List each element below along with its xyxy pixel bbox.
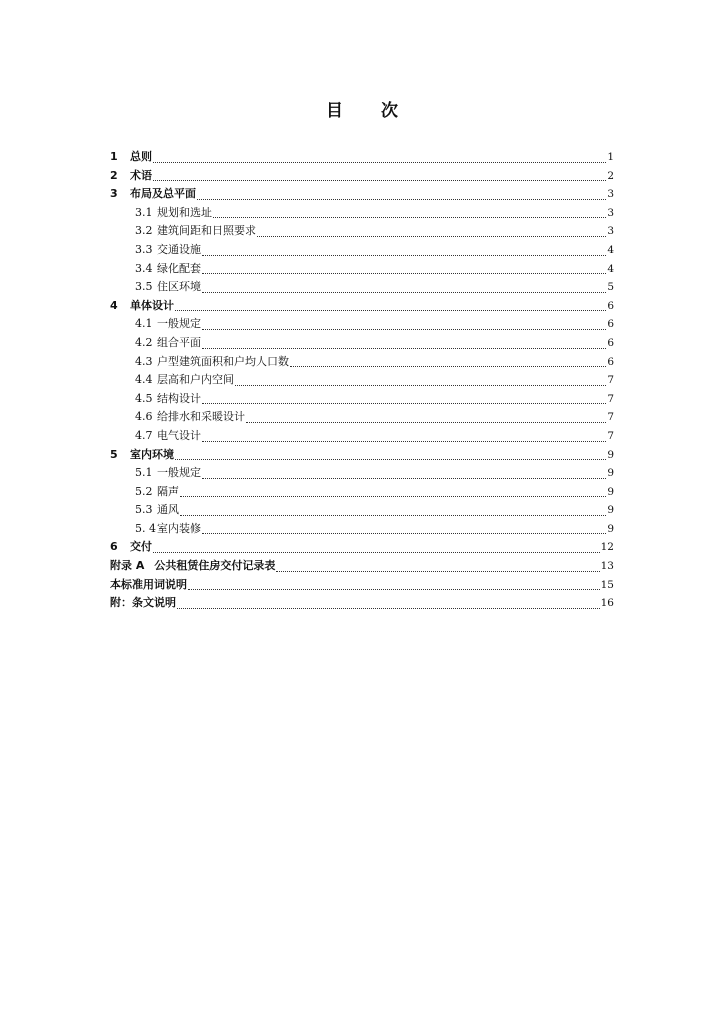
toc-entry[interactable] (110, 353, 614, 372)
toc-entry-number: 3.5 (135, 280, 153, 294)
dot-leader (177, 607, 600, 609)
toc-entry-page-number: 6 (607, 355, 614, 368)
toc-entry-label: 室内装修 (157, 521, 201, 535)
dot-leader (202, 254, 606, 256)
dot-leader (213, 216, 606, 218)
dot-leader (257, 235, 606, 237)
toc-entry[interactable] (110, 315, 614, 334)
toc-entry-label: 通风 (157, 503, 179, 517)
toc-entry-page-number: 4 (607, 243, 614, 256)
toc-entry-label: 本标准用词说明 (110, 577, 187, 591)
toc-entry-number: 5 (110, 447, 118, 461)
toc-entry-page-number: 2 (607, 169, 614, 182)
toc-entry-number: 4.6 (135, 410, 153, 424)
toc-entry-page-number: 9 (607, 485, 614, 498)
toc-entry-page-number: 3 (607, 206, 614, 219)
toc-entry-number: 4.2 (135, 335, 153, 349)
dot-leader (202, 347, 606, 349)
toc-entry-label: 住区环境 (157, 280, 201, 294)
toc-entry-prefix: 附录 A (110, 559, 145, 573)
toc-entry[interactable] (110, 501, 614, 520)
toc-entry[interactable] (110, 148, 614, 167)
toc-entry-label: 布局及总平面 (130, 187, 196, 201)
toc-entry[interactable] (110, 390, 614, 409)
toc-entry-label: 交付 (130, 540, 152, 554)
toc-entry-number: 5.2 (135, 484, 153, 498)
dot-leader (153, 161, 606, 163)
toc-entry-label: 结构设计 (157, 391, 201, 405)
toc-entry-page-number: 5 (607, 281, 614, 294)
toc-entry-page-number: 6 (607, 299, 614, 312)
dot-leader (197, 198, 606, 200)
toc-entry[interactable] (110, 408, 614, 427)
dot-leader (235, 384, 606, 386)
toc-entry-label: 单体设计 (130, 298, 174, 312)
toc-entry-label: 公共租赁住房交付记录表 (154, 559, 276, 573)
table-of-contents (110, 148, 614, 613)
toc-entry-label: 层高和户内空间 (157, 373, 234, 387)
toc-entry-page-number: 7 (607, 374, 614, 387)
dot-leader (180, 495, 606, 497)
toc-entry-label: 室内环境 (130, 447, 174, 461)
toc-entry-number: 1 (110, 150, 118, 163)
toc-entry-label: 组合平面 (157, 335, 201, 349)
toc-entry-number: 5. 4 (135, 521, 156, 535)
page-title (0, 96, 724, 121)
dot-leader (175, 458, 606, 460)
toc-entry-page-number: 9 (607, 448, 614, 461)
toc-entry[interactable] (110, 241, 614, 260)
toc-entry[interactable] (110, 260, 614, 279)
dot-leader (202, 532, 606, 534)
dot-leader (202, 477, 606, 479)
toc-entry-number: 3.1 (135, 205, 153, 219)
toc-entry-number: 3.2 (135, 224, 153, 238)
toc-entry[interactable] (110, 167, 614, 186)
toc-entry[interactable] (110, 278, 614, 297)
toc-entry-number: 4.4 (135, 373, 153, 387)
toc-entry-page-number: 1 (607, 151, 614, 163)
toc-entry-label: 一般规定 (157, 317, 201, 331)
toc-entry-page-number: 9 (607, 522, 614, 535)
dot-leader (290, 365, 606, 367)
toc-entry[interactable] (110, 427, 614, 446)
dot-leader (153, 179, 606, 181)
toc-entry-number: 4.1 (135, 317, 153, 331)
toc-entry-label: 给排水和采暖设计 (157, 410, 245, 424)
toc-entry[interactable] (110, 483, 614, 502)
toc-entry[interactable] (110, 371, 614, 390)
toc-entry-label: 术语 (130, 168, 152, 182)
toc-entry-number: 4.3 (135, 354, 153, 368)
toc-entry-page-number: 3 (607, 188, 614, 201)
toc-entry-page-number: 7 (607, 411, 614, 424)
toc-entry[interactable] (110, 520, 614, 539)
toc-entry-number: 4.5 (135, 391, 153, 405)
toc-entry-number: 4 (110, 298, 118, 312)
toc-entry-label: 总则 (130, 150, 152, 163)
toc-entry-number: 4.7 (135, 428, 153, 442)
toc-entry-page-number: 6 (607, 318, 614, 331)
toc-entry-number: 2 (110, 168, 118, 182)
toc-entry-label: 一般规定 (157, 466, 201, 480)
toc-entry[interactable] (110, 222, 614, 241)
toc-entry-number: 5.1 (135, 466, 153, 480)
dot-leader (246, 421, 606, 423)
toc-entry-page-number: 13 (600, 560, 614, 573)
toc-entry-page-number: 7 (607, 429, 614, 442)
toc-entry[interactable] (110, 576, 614, 595)
toc-entry-page-number: 6 (607, 336, 614, 349)
dot-leader (276, 570, 599, 572)
toc-entry-label: 规划和选址 (157, 205, 212, 219)
toc-entry-number: 6 (110, 540, 118, 554)
toc-entry-page-number: 3 (607, 225, 614, 238)
toc-entry-label: 隔声 (157, 484, 179, 498)
toc-entry[interactable] (110, 204, 614, 223)
title-part-1: 目 (326, 101, 343, 121)
dot-leader (175, 309, 606, 311)
dot-leader (202, 440, 606, 442)
dot-leader (202, 402, 606, 404)
toc-entry-page-number: 15 (600, 578, 614, 591)
dot-leader (202, 272, 606, 274)
toc-entry-page-number: 9 (607, 504, 614, 517)
dot-leader (202, 328, 606, 330)
toc-entry-page-number: 12 (600, 541, 614, 554)
dot-leader (202, 291, 606, 293)
toc-entry-number: 5.3 (135, 503, 153, 517)
toc-entry[interactable] (110, 446, 614, 465)
toc-entry[interactable] (110, 464, 614, 483)
toc-entry[interactable] (110, 185, 614, 204)
dot-leader (153, 551, 600, 553)
toc-entry-page-number: 16 (600, 597, 614, 610)
toc-entry-label: 交通设施 (157, 242, 201, 256)
toc-entry[interactable] (110, 334, 614, 353)
title-part-2: 次 (381, 101, 398, 121)
toc-entry-number: 3.3 (135, 242, 153, 256)
toc-entry-number: 3.4 (135, 261, 153, 275)
toc-entry-label: 建筑间距和日照要求 (157, 224, 256, 238)
toc-entry-number: 3 (110, 187, 118, 201)
toc-entry-label: 绿化配套 (157, 261, 201, 275)
toc-entry[interactable] (110, 557, 614, 576)
toc-entry[interactable] (110, 538, 614, 557)
toc-entry-page-number: 9 (607, 467, 614, 480)
toc-entry[interactable] (110, 594, 614, 613)
toc-entry-label: 户型建筑面积和户均人口数 (157, 354, 289, 368)
toc-entry-label: 电气设计 (157, 428, 201, 442)
toc-entry-page-number: 7 (607, 392, 614, 405)
dot-leader (188, 588, 600, 590)
toc-entry-page-number: 4 (607, 262, 614, 275)
toc-entry-label: 附：条文说明 (110, 596, 176, 610)
dot-leader (180, 514, 606, 516)
toc-entry[interactable] (110, 297, 614, 316)
